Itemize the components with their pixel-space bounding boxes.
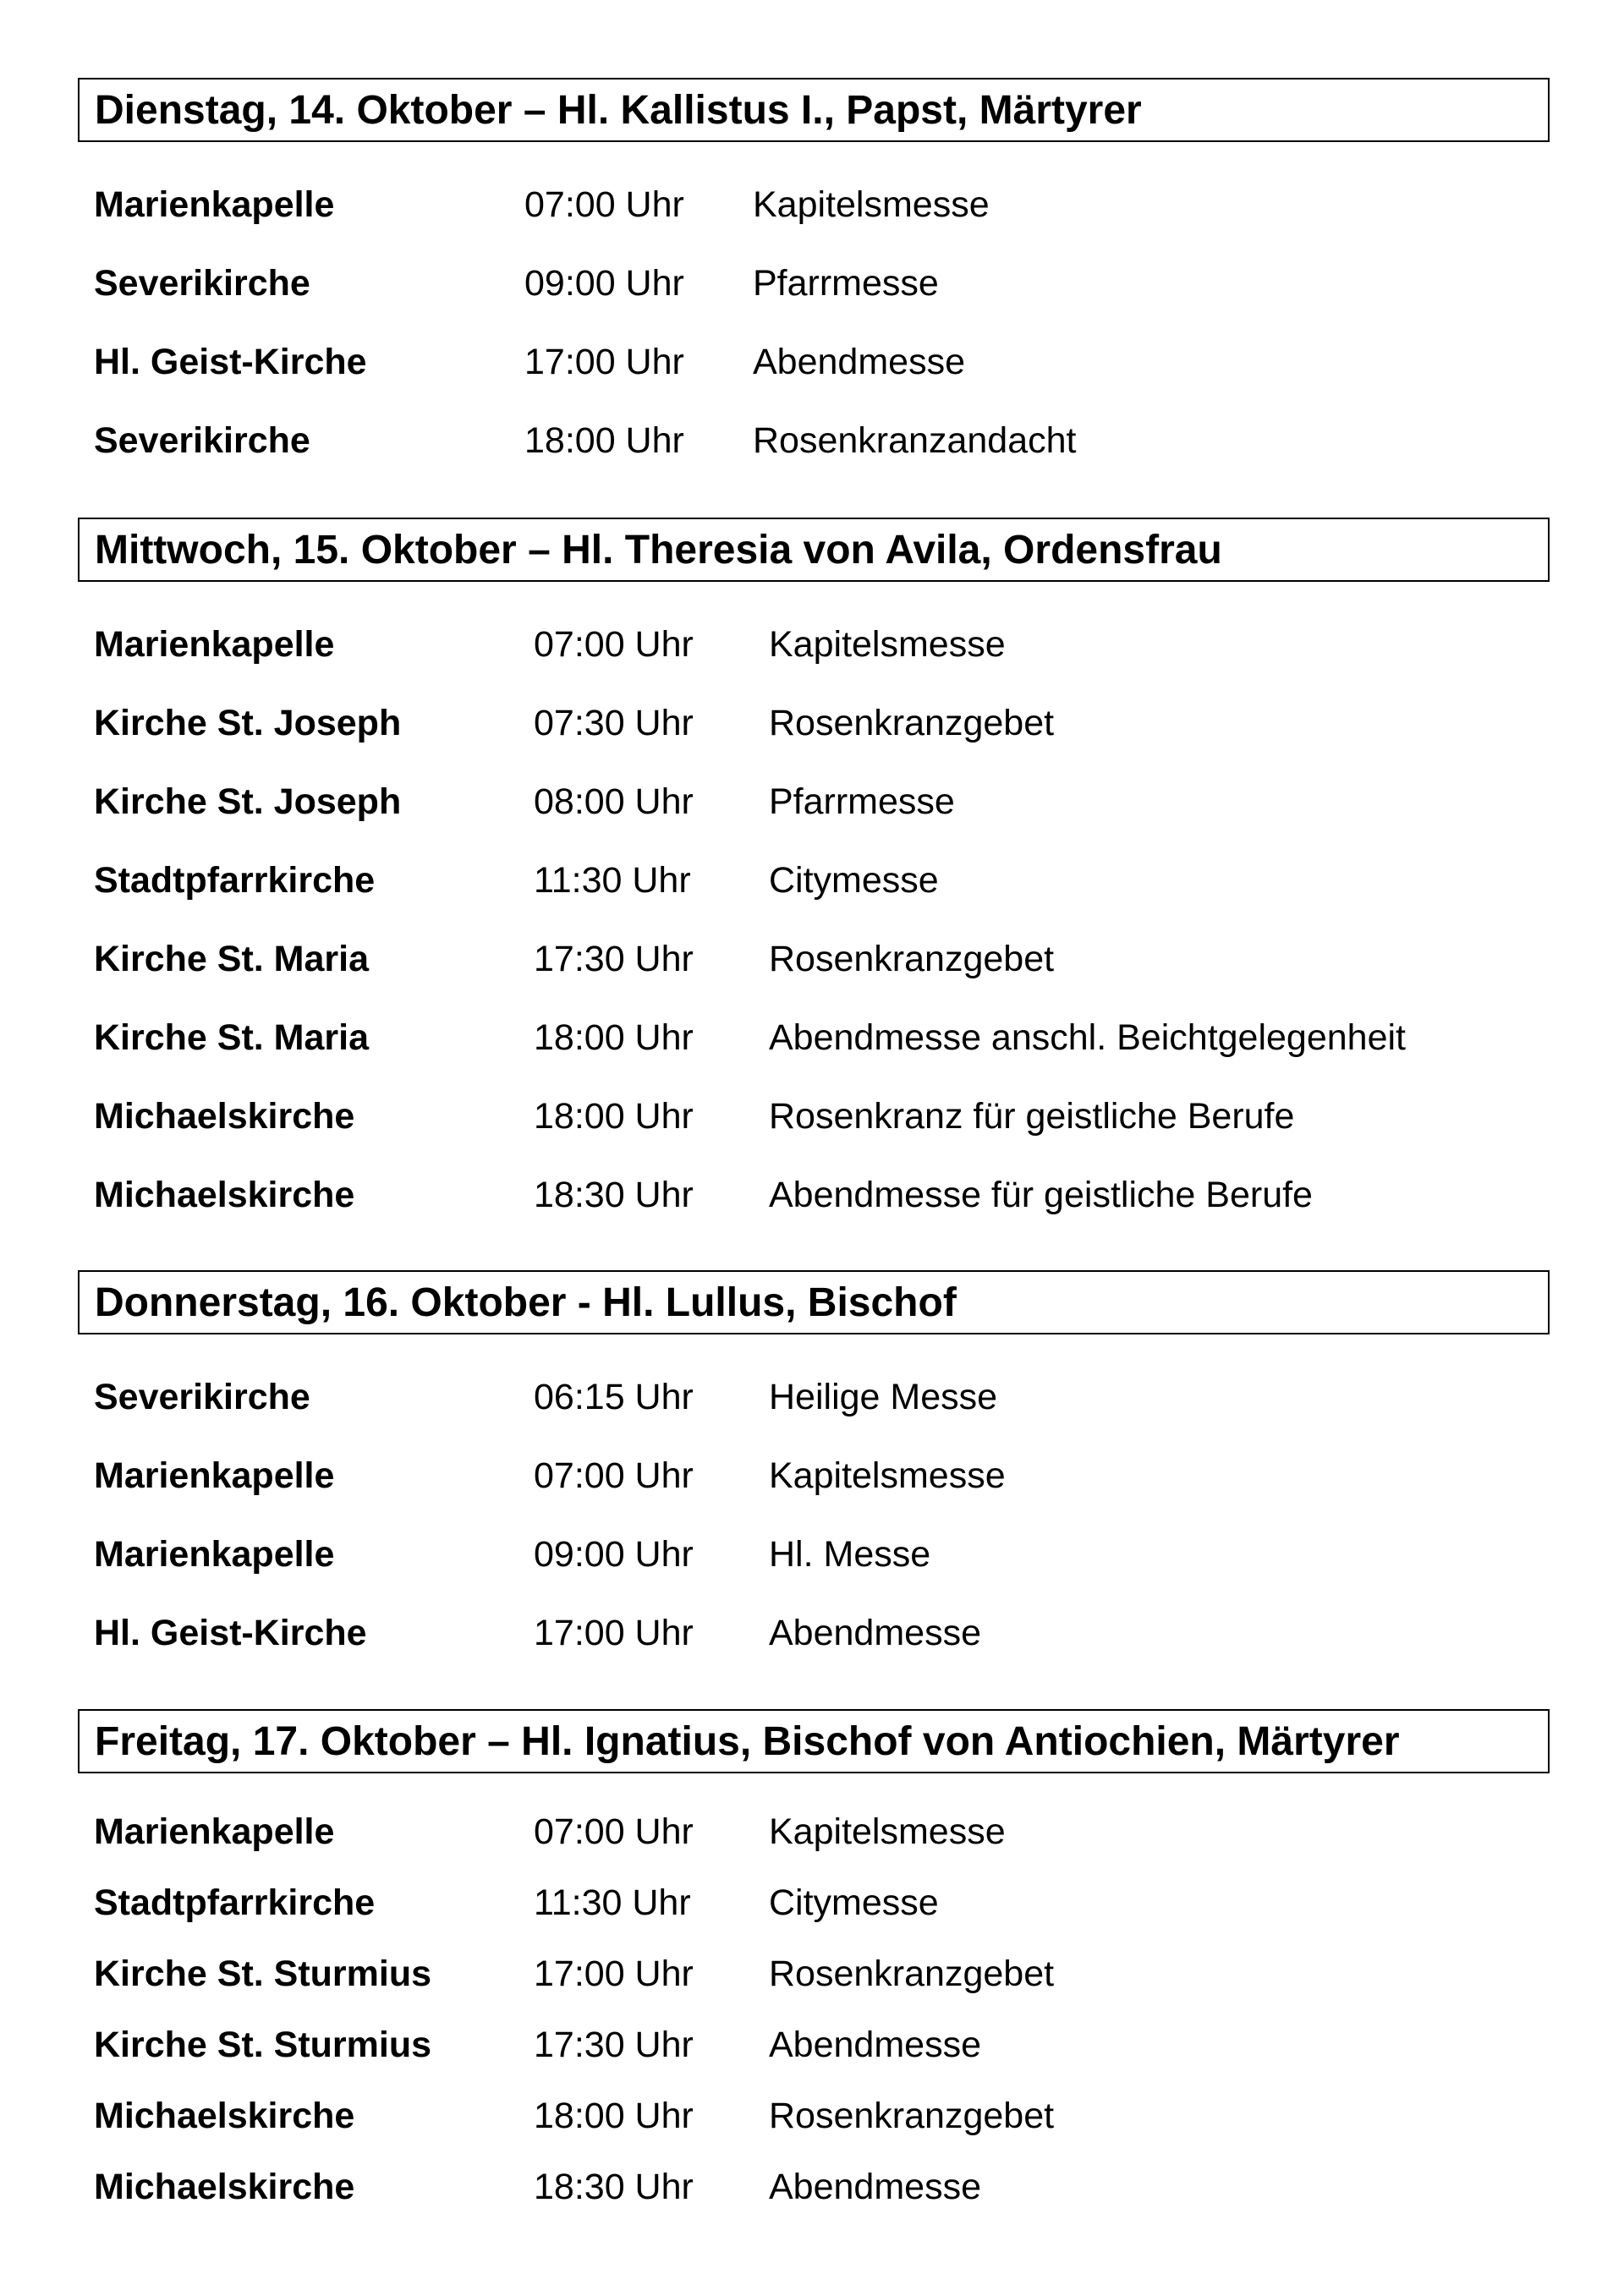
schedule-row xyxy=(0,179,1624,230)
church-name: Severikirche xyxy=(94,263,310,304)
service-type: Kapitelsmesse xyxy=(753,184,990,225)
schedule-row xyxy=(0,934,1624,984)
service-type: Citymesse xyxy=(769,1882,939,1923)
church-name: Stadtpfarrkirche xyxy=(94,860,376,901)
church-name: Michaelskirche xyxy=(94,2096,355,2136)
service-type: Citymesse xyxy=(769,860,939,901)
church-name: Marienkapelle xyxy=(94,1811,335,1852)
service-time: 18:30 Uhr xyxy=(534,1175,694,1215)
church-name: Kirche St. Joseph xyxy=(94,703,402,743)
service-time: 18:00 Uhr xyxy=(534,1096,694,1137)
church-name: Marienkapelle xyxy=(94,1455,335,1496)
service-time: 07:00 Uhr xyxy=(524,184,684,225)
service-type: Kapitelsmesse xyxy=(769,1455,1006,1496)
service-time: 07:00 Uhr xyxy=(534,1455,694,1496)
service-time: 18:00 Uhr xyxy=(534,1017,694,1058)
church-name: Severikirche xyxy=(94,1377,310,1417)
church-name: Marienkapelle xyxy=(94,184,335,225)
schedule-row xyxy=(0,855,1624,906)
service-time: 18:00 Uhr xyxy=(534,2096,694,2136)
service-time: 07:00 Uhr xyxy=(534,1811,694,1852)
church-name: Michaelskirche xyxy=(94,1175,355,1215)
service-type: Hl. Messe xyxy=(769,1534,931,1575)
schedule-row xyxy=(0,1091,1624,1142)
service-time: 18:00 Uhr xyxy=(524,420,684,461)
church-name: Marienkapelle xyxy=(94,624,335,665)
schedule-row xyxy=(0,1608,1624,1658)
service-type: Kapitelsmesse xyxy=(769,1811,1006,1852)
service-type: Rosenkranzandacht xyxy=(753,420,1077,461)
schedule-row xyxy=(0,1170,1624,1220)
service-time: 08:00 Uhr xyxy=(534,781,694,822)
service-time: 09:00 Uhr xyxy=(524,263,684,304)
service-type: Rosenkranzgebet xyxy=(769,939,1055,979)
service-time: 07:30 Uhr xyxy=(534,703,694,743)
service-type: Rosenkranzgebet xyxy=(769,703,1055,743)
church-name: Kirche St. Maria xyxy=(94,939,369,979)
schedule-row xyxy=(0,776,1624,827)
service-type: Heilige Messe xyxy=(769,1377,998,1417)
service-type: Rosenkranzgebet xyxy=(769,2096,1055,2136)
church-name: Kirche St. Maria xyxy=(94,1017,369,1058)
schedule-row xyxy=(0,337,1624,387)
service-type: Abendmesse xyxy=(769,1613,981,1653)
service-type: Rosenkranz für geistliche Berufe xyxy=(769,1096,1295,1137)
service-time: 11:30 Uhr xyxy=(534,1882,691,1923)
schedule-row xyxy=(0,2091,1624,2141)
day-heading: Dienstag, 14. Oktober – Hl. Kallistus I., Papst, Märtyrer xyxy=(78,78,1550,142)
service-type: Abendmesse xyxy=(753,342,965,382)
service-time: 09:00 Uhr xyxy=(534,1534,694,1575)
church-name: Severikirche xyxy=(94,420,310,461)
service-time: 06:15 Uhr xyxy=(534,1377,694,1417)
church-name: Hl. Geist-Kirche xyxy=(94,1613,367,1653)
church-name: Kirche St. Sturmius xyxy=(94,2025,432,2065)
church-name: Michaelskirche xyxy=(94,1096,355,1137)
schedule-row xyxy=(0,1529,1624,1580)
schedule-row xyxy=(0,1012,1624,1063)
schedule-row xyxy=(0,2019,1624,2070)
schedule-row xyxy=(0,1450,1624,1501)
schedule-row xyxy=(0,258,1624,309)
service-time: 17:00 Uhr xyxy=(534,1954,694,1994)
service-type: Pfarrmesse xyxy=(769,781,955,822)
church-name: Stadtpfarrkirche xyxy=(94,1882,376,1923)
service-type: Abendmesse xyxy=(769,2167,981,2207)
service-type: Abendmesse xyxy=(769,2025,981,2065)
service-time: 17:30 Uhr xyxy=(534,2025,694,2065)
schedule-row xyxy=(0,2162,1624,2212)
service-time: 17:30 Uhr xyxy=(534,939,694,979)
schedule-row xyxy=(0,1877,1624,1928)
church-name: Marienkapelle xyxy=(94,1534,335,1575)
service-time: 17:00 Uhr xyxy=(524,342,684,382)
service-type: Rosenkranzgebet xyxy=(769,1954,1055,1994)
service-time: 17:00 Uhr xyxy=(534,1613,694,1653)
schedule-row xyxy=(0,1806,1624,1857)
day-heading: Donnerstag, 16. Oktober - Hl. Lullus, Bischof xyxy=(78,1270,1550,1334)
service-type: Abendmesse für geistliche Berufe xyxy=(769,1175,1313,1215)
service-time: 11:30 Uhr xyxy=(534,860,691,901)
day-heading: Mittwoch, 15. Oktober – Hl. Theresia von Avila, Ordensfrau xyxy=(78,518,1550,582)
service-type: Kapitelsmesse xyxy=(769,624,1006,665)
church-name: Kirche St. Sturmius xyxy=(94,1954,432,1994)
service-time: 18:30 Uhr xyxy=(534,2167,694,2207)
church-name: Michaelskirche xyxy=(94,2167,355,2207)
schedule-row xyxy=(0,698,1624,748)
schedule-row xyxy=(0,1948,1624,1999)
schedule-row xyxy=(0,1372,1624,1422)
service-type: Abendmesse anschl. Beichtgelegenheit xyxy=(769,1017,1407,1058)
church-name: Kirche St. Joseph xyxy=(94,781,402,822)
day-heading: Freitag, 17. Oktober – Hl. Ignatius, Bischof von Antiochien, Märtyrer xyxy=(78,1709,1550,1773)
church-name: Hl. Geist-Kirche xyxy=(94,342,367,382)
service-type: Pfarrmesse xyxy=(753,263,939,304)
service-time: 07:00 Uhr xyxy=(534,624,694,665)
schedule-row xyxy=(0,415,1624,466)
schedule-row xyxy=(0,619,1624,670)
